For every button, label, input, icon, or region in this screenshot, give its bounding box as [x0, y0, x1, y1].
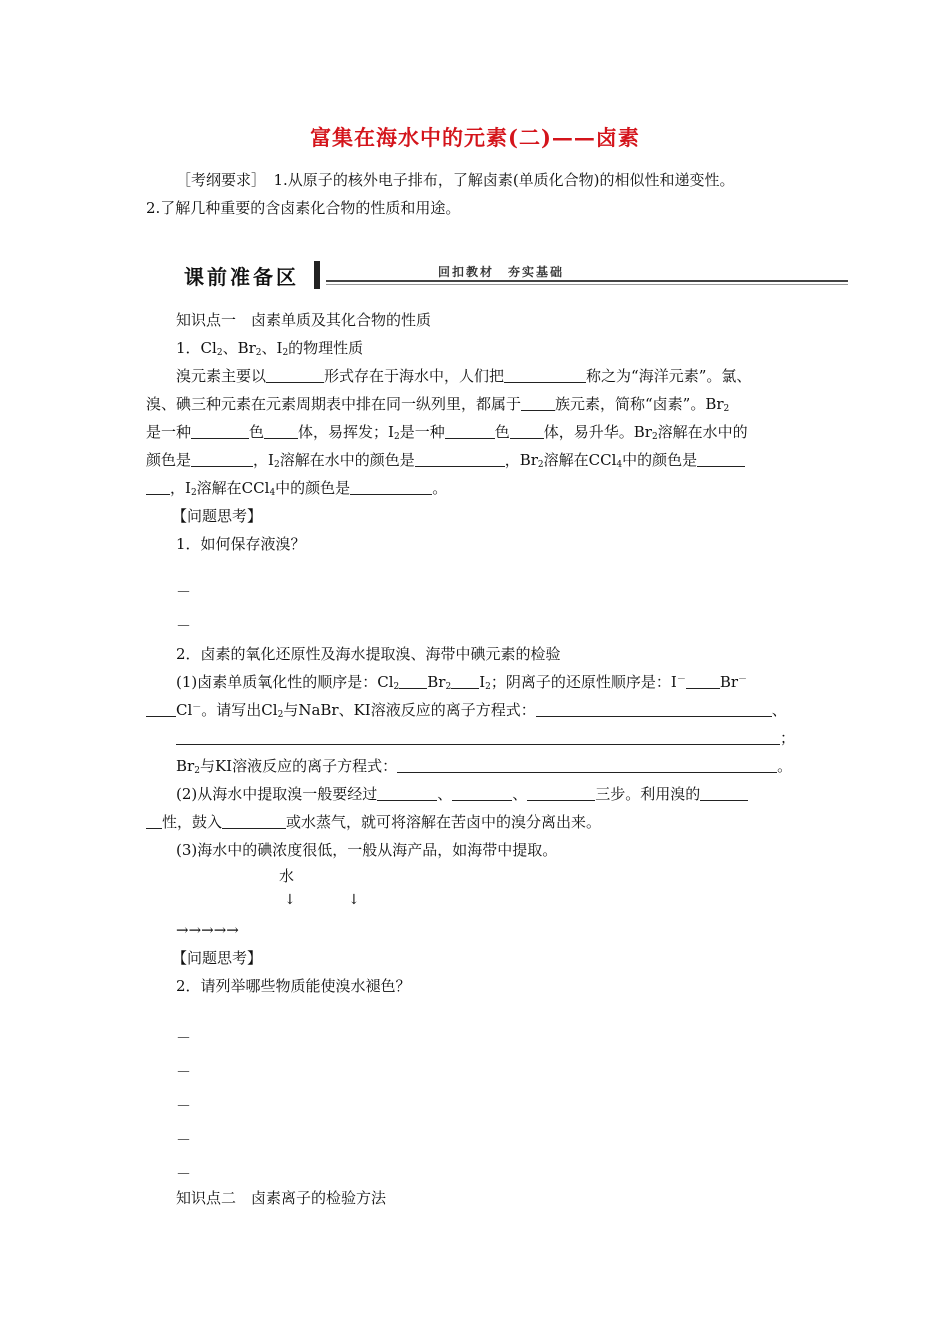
banner-divider [314, 261, 320, 289]
question-label: 【问题思考】 [172, 507, 263, 525]
blank[interactable] [451, 674, 479, 689]
blank[interactable] [536, 702, 772, 717]
banner-subtitle: 回扣教材 夯实基础 [438, 265, 565, 279]
paragraph-line: 性，鼓入 或水蒸气，就可将溶解在苦卤中的溴分离出来。 [146, 812, 814, 832]
question-1: 1．如何保存液溴？ [176, 535, 306, 553]
paragraph-line: (2)从海水中提取溴一般要经过 、 、 三步。利用溴的 [176, 784, 844, 804]
paragraph-line: 溴元素主要以 形式存在于海水中，人们把 称之为“海洋元素”。氯、 [176, 367, 752, 385]
blank[interactable] [510, 424, 544, 439]
paragraph-line: ； [176, 728, 844, 748]
banner-rule [326, 280, 848, 282]
knowledge-point-1-heading: 知识点一 卤素单质及其化合物的性质 [176, 311, 432, 329]
blank[interactable] [686, 674, 720, 689]
blank[interactable] [527, 786, 595, 801]
paragraph-line: ，$I_2$溶解在CCl$_4$中的颜色是 。 [146, 478, 814, 498]
blank[interactable] [350, 480, 432, 495]
requirements-line-1: ［考纲要求］ 1.从原子的核外电子排布，了解卤素(单质化合物)的相似性和递变性。 [176, 171, 735, 189]
blank[interactable] [266, 368, 324, 383]
paragraph-line: Cl－。请写出$Cl_2$与NaBr、KI溶液反应的离子方程式： 、 [146, 700, 814, 720]
banner-rule-thin [326, 284, 848, 285]
page-title: 富集在海水中的元素(二)——卤素 [310, 125, 640, 150]
blank[interactable] [521, 396, 555, 411]
answer-line[interactable]: － [176, 617, 192, 635]
item-2-heading: 2．卤素的氧化还原性及海水提取溴、海带中碘元素的检验 [176, 645, 561, 663]
blank[interactable] [222, 814, 286, 829]
water-label: 水 [279, 867, 295, 885]
down-arrow-icon: ↓ [284, 892, 296, 908]
answer-line[interactable]: － [176, 1165, 192, 1183]
paragraph-line: $Br_2$与KI溶液反应的离子方程式： 。 [176, 757, 793, 776]
flow-arrows: →→→→→ [176, 921, 239, 939]
item-1-heading: 1．$Cl_2$、$Br_2$、$I_2$的物理性质 [176, 339, 364, 358]
answer-line[interactable]: － [176, 1131, 192, 1149]
knowledge-point-2-heading: 知识点二 卤素离子的检验方法 [176, 1189, 387, 1207]
blank[interactable] [146, 702, 176, 717]
blank[interactable] [697, 452, 745, 467]
blank[interactable] [700, 786, 748, 801]
blank[interactable] [191, 424, 249, 439]
answer-line[interactable]: － [176, 1097, 192, 1115]
blank[interactable] [191, 452, 253, 467]
paragraph-line: (3)海水中的碘浓度很低，一般从海产品，如海带中提取。 [176, 841, 558, 859]
blank[interactable] [264, 424, 298, 439]
blank[interactable] [146, 814, 162, 829]
answer-line[interactable]: － [176, 1029, 192, 1047]
section-banner [176, 257, 848, 291]
blank[interactable] [377, 786, 437, 801]
blank[interactable] [445, 424, 495, 439]
question-2: 2．请列举哪些物质能使溴水褪色？ [176, 977, 411, 995]
blank[interactable] [452, 786, 512, 801]
answer-line[interactable]: － [176, 1063, 192, 1081]
blank[interactable] [399, 674, 427, 689]
banner-title: 课前准备区 [184, 265, 299, 289]
blank[interactable] [397, 758, 777, 773]
blank[interactable] [415, 452, 505, 467]
requirements-line-2: 2.了解几种重要的含卤素化合物的性质和用途。 [146, 199, 461, 217]
paragraph-line: 颜色是 ，$I_2$溶解在水中的颜色是 ，$Br_2$溶解在CCl$_4$中的颜色是 [146, 450, 814, 470]
blank[interactable] [176, 730, 780, 745]
question-label: 【问题思考】 [172, 949, 263, 967]
answer-line[interactable]: － [176, 583, 192, 601]
paragraph-line: 是一种 色 体，易挥发；$I_2$是一种 色 体，易升华。$Br_2$溶解在水中的 [146, 423, 748, 442]
paragraph-line: (1)卤素单质氧化性的顺序是：$Cl_2$ $Br_2$ $I_2$；阴离子的还原性顺序是：I－ Br－ [176, 673, 748, 692]
paragraph-line: 溴、碘三种元素在元素周期表中排在同一纵列里，都属于 族元素，简称“卤素”。$Br_2$ [146, 395, 730, 414]
blank[interactable] [504, 368, 586, 383]
blank[interactable] [146, 480, 170, 495]
down-arrow-icon: ↓ [348, 892, 360, 908]
